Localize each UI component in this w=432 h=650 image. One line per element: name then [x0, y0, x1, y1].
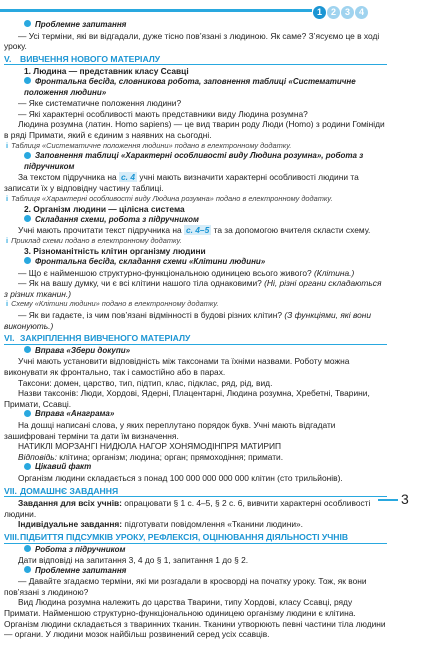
subsection-heading: [4, 204, 387, 215]
paragraph: [4, 225, 387, 236]
section-title: ЗАКРІПЛЕННЯ ВИВЧЕНОГО МАТЕРІАЛУ: [20, 333, 191, 344]
activity-heading: [4, 77, 387, 98]
section-number: VII.: [4, 485, 17, 496]
note-text: Схему «Клітини людини» подано в електронному додатку.: [11, 299, 219, 309]
note-text: Приклад схеми подано в електронному додатку.: [11, 235, 182, 245]
paragraph-text: учні мають визначити характерні особливості людини та записати їх у відповідну частину таблиці.: [4, 172, 359, 193]
question-text: — Що є найменшою структурно-функціональною одиницею всього живого?: [18, 267, 314, 278]
activity-title: Фронтальна бесіда, складання схеми «Клітини людини»: [35, 257, 266, 267]
homework-text: підготувати повідомлення «Тканини людини».: [122, 519, 303, 530]
top-bar: [0, 0, 432, 20]
activity-title: Складання схеми, робота з підручником: [35, 214, 199, 224]
activity-title: Робота з підручником: [35, 544, 126, 554]
section-heading: [4, 532, 387, 544]
paragraph: [4, 388, 387, 409]
section-number: VIII.: [4, 531, 20, 542]
paragraph-text: Учні мають установити відповідність між таксонами та їхніми назвами. Роботу можна виконувати як фронтально, так і самостійно або в парах.: [4, 356, 350, 377]
activity-heading: [4, 151, 387, 172]
homework-label: Індивідуальне завдання:: [18, 519, 123, 530]
bullet-icon: [24, 152, 31, 159]
paragraph-text: Таксони: домен, царство, тип, підтип, клас, підклас, ряд, рід, вид.: [18, 377, 273, 388]
info-icon: i: [6, 193, 9, 203]
section-title: ПІДБИТТЯ ПІДСУМКІВ УРОКУ, РЕФЛЕКСІЯ, ОЦІНЮВАННЯ ДІЯЛЬНОСТІ УЧНІВ: [20, 531, 349, 542]
answer-label: Відповідь:: [18, 451, 60, 462]
section-heading: [4, 486, 387, 498]
paragraph: [4, 420, 387, 441]
activity-heading: [4, 566, 387, 577]
activity-heading: [4, 257, 387, 268]
appendix-note: [4, 299, 387, 310]
paragraph: [4, 441, 387, 452]
paragraph-text: Організм людини складається з понад 100 000 000 000 000 клітин (сто трильйонів).: [18, 472, 343, 483]
subsection-heading: [4, 66, 387, 77]
page-reference: с. 4: [121, 172, 135, 183]
paragraph-text: Дати відповіді на запитання 3, 4 до § 1, запитання 1 до § 2.: [18, 555, 249, 566]
bullet-icon: [24, 346, 31, 353]
answer-text: клітина; організм; людина; орган; прямоходіння; примати.: [59, 451, 284, 462]
activity-title: Заповнення таблиці «Характерні особливості виду Людина розумна», робота з підручником: [24, 151, 364, 171]
paragraph-text: За текстом підручника на: [18, 172, 120, 183]
paragraph: [4, 576, 387, 597]
step-indicator: [313, 2, 369, 18]
bullet-icon: [24, 215, 31, 222]
answer-text: (Клітина.): [313, 267, 355, 278]
question-text: — Як ви гадаєте, із чим пов’язані відмінності в будові різних клітин?: [18, 310, 285, 321]
section-title: ДОМАШНЄ ЗАВДАННЯ: [20, 485, 119, 496]
section-number: VI.: [4, 333, 15, 344]
appendix-note: [4, 236, 387, 247]
info-icon: i: [6, 235, 9, 245]
info-icon: i: [6, 299, 9, 309]
paragraph-text: та за допомогою вчителя скласти схему.: [211, 225, 371, 236]
section-number: V.: [4, 53, 12, 64]
paragraph-text: Учні мають прочитати текст підручника на: [18, 225, 184, 236]
bullet-icon: [24, 545, 31, 552]
activity-heading: [4, 462, 387, 473]
paragraph-text: — Давайте згадаємо терміни, які ми розгадали в кросворді на початку уроку. Тож, як вони пов’язані з людиною?: [4, 576, 367, 597]
activity-title: Вправа «Анаграма»: [35, 409, 115, 419]
question: [4, 310, 387, 331]
section-title: ВИВЧЕННЯ НОВОГО МАТЕРІАЛУ: [20, 53, 161, 64]
bullet-icon: [24, 257, 31, 264]
subsection-title: 3. Різноманітність клітин організму людини: [24, 246, 206, 257]
activity-title: Проблемне запитання: [35, 565, 127, 575]
page-number: 3: [401, 491, 409, 507]
activity-heading: [4, 409, 387, 420]
activity-title: Проблемне запитання: [35, 20, 127, 29]
activity-heading: [4, 545, 387, 556]
paragraph: [4, 597, 387, 639]
step-dot-4: 4: [355, 6, 368, 19]
appendix-note: [4, 141, 387, 152]
paragraph-text: Назви таксонів: Люди, Хордові, Ядерні, Плацентарні, Людина розумна, Хребетні, Тварини, Примати, Ссавці.: [4, 388, 370, 409]
paragraph-text: Вид Людина розумна належить до царства Тварини, типу Хордові, класу Ссавці, ряду Примати. Найменшою структурно-функціональною одиницею організму людини є клітина. Організм людини складається з тваринних тканин. Тканини утворюють певні частини тіла людини — органи. У людини мозок найбільш розвинений серед усіх ссавців.: [4, 597, 386, 640]
paragraph-text: На дошці написані слова, у яких переплутано порядок букв. Учні мають відгадати зашифровані терміни та дати їм визначення.: [4, 419, 336, 441]
question: [4, 268, 387, 279]
answer-text: (З функціями, які вони виконують.): [4, 310, 372, 331]
paragraph: [4, 119, 387, 140]
bullet-icon: [24, 463, 31, 470]
top-rule: [0, 9, 312, 12]
question-text: — Як на вашу думку, чи є всі клітини нашого тіла однаковими?: [18, 278, 265, 289]
note-text: Таблиця «Систематичне положення людини» подано в електронному додатку.: [11, 140, 292, 150]
bullet-icon: [24, 77, 31, 84]
paragraph: [4, 555, 387, 566]
homework-text: опрацювати § 1 с. 4–5, § 2 с. 6, вивчити характерні особливості людини.: [4, 498, 371, 519]
subsection-title: 1. Людина — представник класу Ссавці: [24, 66, 189, 77]
section-heading: [4, 54, 387, 66]
step-dot-2: 2: [327, 6, 340, 19]
note-text: Таблиця «Характерні особливості виду Людина розумна» подано в електронному додатку.: [11, 193, 333, 203]
section-heading: [4, 333, 387, 345]
activity-heading: [4, 20, 387, 31]
paragraph-text: НАТИКЛІ МОРЗАНГІ НИДЮЛА НАГОР ХОНЯМОДІНПРЯ МАТИРИП: [18, 441, 282, 452]
step-dot-1: 1: [313, 6, 326, 19]
paragraph: [4, 172, 387, 193]
activity-heading: [4, 215, 387, 226]
paragraph: [4, 356, 387, 377]
paragraph: [4, 109, 387, 120]
step-dot-3: 3: [341, 6, 354, 19]
page-content: [4, 20, 387, 640]
paragraph: [4, 31, 387, 52]
paragraph-text: — Які характерні особливості мають представники виду Людина розумна?: [18, 108, 308, 119]
paragraph: [4, 473, 387, 484]
homework-item: [4, 519, 387, 530]
paragraph: [4, 98, 387, 109]
paragraph-text: — Усі терміни, які ви відгадали, дуже тісно пов’язані з людиною. Як саме? З’ясуємо це в ході уроку.: [4, 30, 380, 52]
activity-title: Цікавий факт: [35, 462, 92, 472]
bullet-icon: [24, 566, 31, 573]
page-reference: с. 4–5: [185, 225, 210, 236]
paragraph-text: — Яке систематичне положення людини?: [18, 98, 182, 109]
subsection-title: 2. Організм людини — цілісна система: [24, 204, 185, 215]
page-number-rule: [378, 499, 398, 501]
activity-title: Фронтальна бесіда, словникова робота, заповнення таблиці «Систематичне положення людини»: [24, 76, 356, 97]
activity-title: Вправа «Збери докупи»: [35, 345, 131, 355]
answer-text: (Ні, різні органи складаються з різних тканин.): [4, 278, 382, 299]
info-icon: i: [6, 140, 9, 150]
question: [4, 278, 387, 299]
appendix-note: [4, 194, 387, 205]
homework-item: [4, 498, 387, 519]
activity-heading: [4, 346, 387, 357]
homework-label: Завдання для всіх учнів:: [18, 498, 122, 509]
subsection-heading: [4, 246, 387, 257]
paragraph-text: Людина розумна (латин. Homo sapiens) — це вид тварин роду Люди (Homo) з родини Гомініди в ряді Примати, який є єдиним з наявних на сьогодні.: [4, 119, 385, 140]
bullet-icon: [24, 410, 31, 417]
bullet-icon: [24, 20, 31, 27]
answer-line: [4, 452, 387, 463]
paragraph: [4, 378, 387, 389]
